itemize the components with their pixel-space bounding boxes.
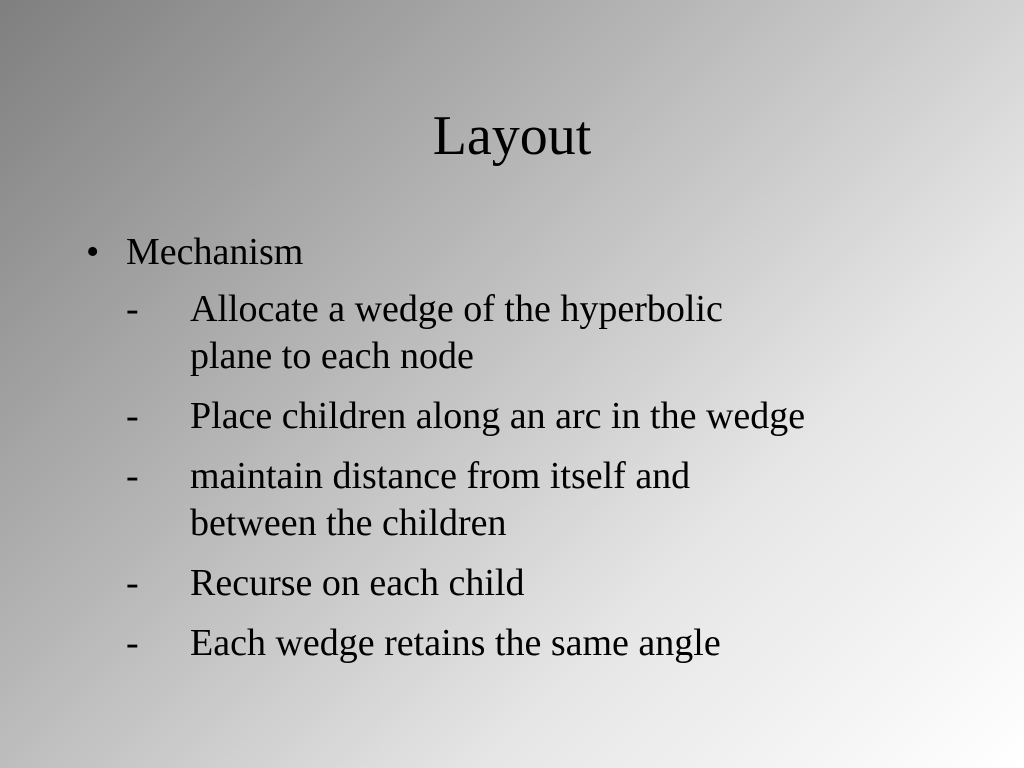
dash-icon: -	[126, 288, 139, 330]
bullet-text: Mechanism	[126, 231, 304, 273]
dash-icon: -	[126, 622, 139, 664]
sub-bullet-item	[86, 560, 986, 607]
sub-bullet-item	[86, 393, 986, 440]
sub-bullet-item	[86, 620, 986, 667]
slide-title: Layout	[432, 105, 592, 167]
sub-bullet-line: Allocate a wedge of the hyperbolic	[190, 288, 723, 330]
dash-icon: -	[126, 455, 139, 497]
sub-bullet-line: maintain distance from itself and	[190, 455, 691, 497]
sub-bullet-line: Recurse on each child	[190, 562, 525, 604]
bullet-icon: •	[86, 231, 100, 273]
sub-bullet-line: Each wedge retains the same angle	[190, 622, 721, 664]
sub-bullet-line: plane to each node	[190, 335, 474, 377]
sub-bullet-line: between the children	[190, 502, 507, 544]
sub-bullet-line: Place children along an arc in the wedge	[190, 395, 806, 437]
dash-icon: -	[126, 395, 139, 437]
sub-bullet-list	[86, 286, 986, 667]
dash-icon: -	[126, 562, 139, 604]
bullet-item-mechanism	[86, 226, 986, 278]
slide-content	[86, 226, 986, 680]
sub-bullet-item	[86, 453, 986, 547]
sub-bullet-item	[86, 286, 986, 380]
